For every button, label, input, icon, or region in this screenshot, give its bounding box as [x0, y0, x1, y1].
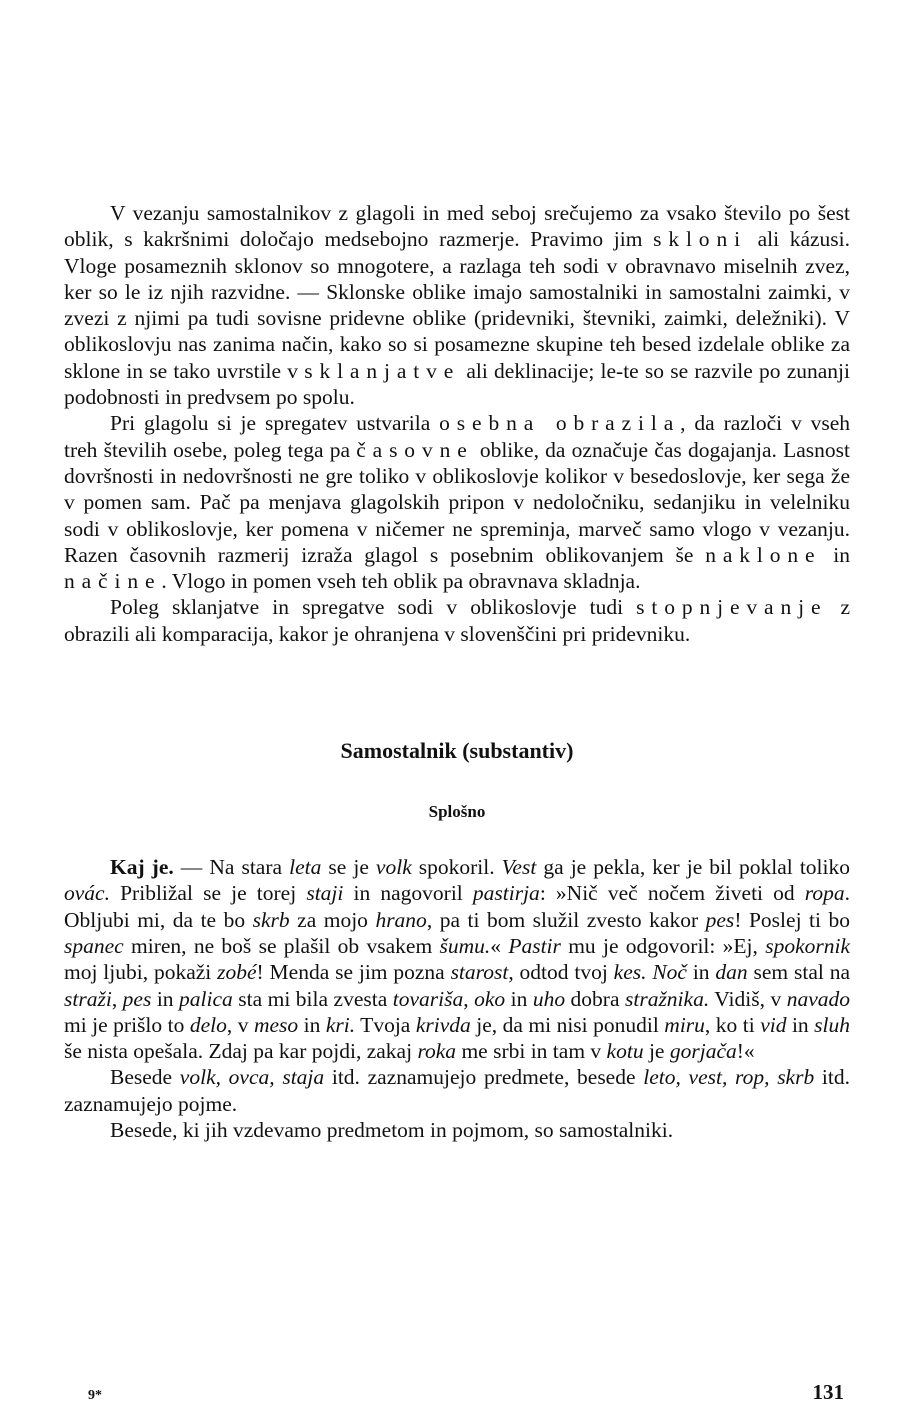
- lead-in: Kaj je.: [110, 855, 174, 880]
- paragraph-conjugation: [64, 410, 850, 594]
- spaced-term: skloni: [653, 227, 747, 252]
- text-run: ali deklinacije; le-te so se razvile po zunanji podobnosti in predvsem po spolu.: [64, 358, 850, 410]
- paragraph-example-story: Kaj je. — Na stara leta se je volk spokoril. Vest ga je pekla, ker je bil poklal toliko ovác. Približal se je torej staji in nagovoril pastirja: »Nič več nočem živeti od ropa. Obljubi mi, da te bo skrb za mojo hrano, pa ti bom služil zvesto kakor pes! Poslej ti bo spanec miren, ne boš se plašil ob vsakem šumu.« Pastir mu je odgovoril: »Ej, spokornik moj ljubi, pokaži zobé! Menda se jim pozna starost, odtod tvoj kes. Noč in dan sem stal na straži, pes in palica sta mi bila zvesta tovariša, oko in uho dobra stražnika. Vidiš, v navado mi je prišlo to delo, v meso in kri. Tvoja krivda je, da mi nisi ponudil miru, ko ti vid in sluh še nista opešala. Zdaj pa kar pojdi, zakaj roka me srbi in tam v kotu je gorjača!«: [64, 855, 851, 1064]
- text-run: , da razloči v vseh treh številih osebe, poleg tega pa: [64, 411, 851, 462]
- text-run: . Vlogo in pomen vseh teh oblik pa obravnava skladnja.: [161, 569, 641, 594]
- spaced-term: sklanjatve: [304, 358, 461, 383]
- text-run: Pri glagolu si je spregatev ustvarila: [110, 411, 440, 436]
- italic-term: volk, ovca, staja: [179, 1065, 325, 1090]
- signature-mark: 9*: [88, 1388, 102, 1403]
- spaced-term: osebna obrazila: [439, 411, 681, 436]
- paragraph-objects-concepts: [64, 1064, 850, 1117]
- text-run: itd. zaznamujejo pojme.: [64, 1065, 851, 1116]
- paragraph-definition: Besede, ki jih vzdevamo predmetom in pojmom, so samostalniki.: [110, 1118, 674, 1143]
- text-run: Poleg sklanjatve in spregatve sodi v oblikoslovje tudi: [110, 595, 637, 620]
- text-run: Besede: [110, 1065, 180, 1090]
- text-run: z obrazili ali komparacija, kakor je ohranjena v slovenščini pri pridevniku.: [64, 595, 850, 646]
- body-text: [64, 200, 850, 1143]
- text-run: itd. zaznamujejo predmete, besede: [324, 1065, 644, 1090]
- paragraph-declension: [64, 200, 850, 410]
- text-run: ali kázusi. Vloge posameznih sklonov so mnogotere, a razlaga teh sodi v obravnavo miselnih zvez, ker so le iz njih razvidne. — Sklonske oblike imajo samostalniki in samostalni zaimki, v zvezi z njimi pa tudi sovisne pridevne oblike (pridevniki, števniki, zaimki, deležniki). V oblikoslovju nas zanima način, kako so si posamezne skupine teh besed izdelale oblike za sklone in se tako uvrstile v: [64, 227, 850, 383]
- paragraph-comparison: [64, 594, 850, 647]
- italic-term: leto, vest, rop, skrb: [643, 1065, 815, 1090]
- page-number: 131: [812, 1380, 844, 1404]
- text-run: oblike, da označuje čas dogajanja. Lasnost dovršnosti in nedovršnosti ne gre toliko v oblikoslovje kolikor v besedoslovje, ker sega že v pomen sam. Pač pa menjava glagolskih pripon v nedoločniku, sedanjiku in velelniku sodi v oblikoslovje, ker pomena v ničemer ne spreminja, marveč samo vlogo v vezanju. Razen časovnih razmerij izraža glagol s posebnim oblikovanjem še: [64, 437, 850, 567]
- text-run: in: [821, 542, 850, 567]
- spaced-term: stopnjevanje: [636, 595, 828, 620]
- spaced-term: načine: [64, 569, 162, 594]
- spaced-term: časovne: [356, 437, 474, 462]
- spaced-term: naklone: [705, 542, 822, 567]
- section-heading: Samostalnik (substantiv): [340, 738, 574, 764]
- page-footer: [64, 1380, 850, 1410]
- text-run: V vezanju samostalnikov z glagoli in med seboj srečujemo za vsako število po šest oblik, s kakršnimi določajo medsebojno razmerje. Pravimo jim: [64, 201, 850, 252]
- subsection-heading: Splošno: [428, 802, 486, 822]
